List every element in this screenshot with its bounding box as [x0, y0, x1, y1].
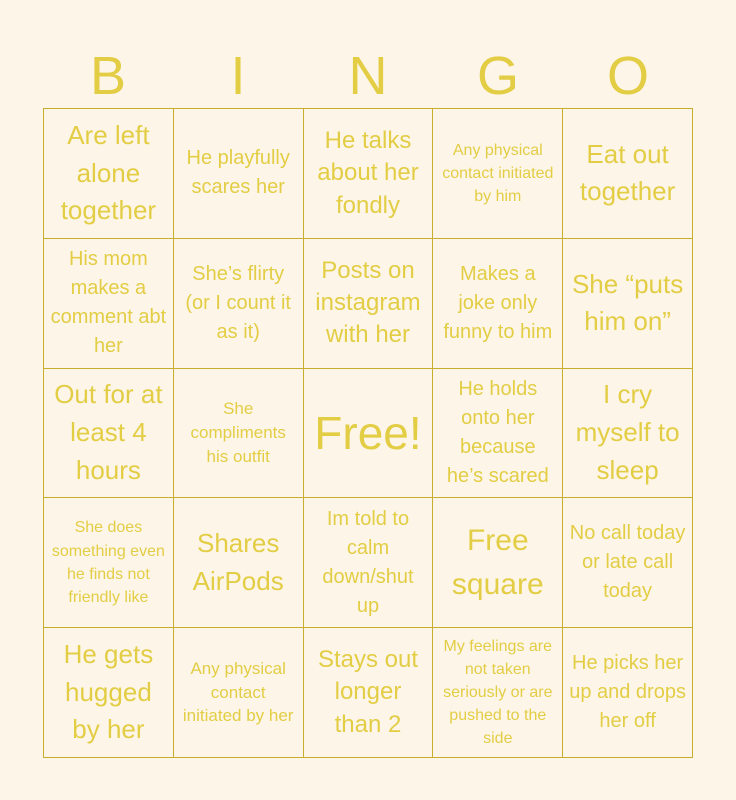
bingo-cell[interactable]: Makes a joke only funny to him	[433, 239, 563, 369]
bingo-cell[interactable]: He picks her up and drops her off	[563, 628, 693, 758]
bingo-cell[interactable]: Eat out together	[563, 109, 693, 239]
bingo-cell[interactable]: His mom makes a comment abt her	[44, 239, 174, 369]
header-letter-n: N	[348, 46, 388, 106]
bingo-board	[43, 108, 693, 758]
bingo-cell[interactable]: Out for at least 4 hours	[44, 369, 174, 499]
bingo-cell[interactable]: My feelings are not taken seriously or are pushed to the side	[433, 628, 563, 758]
bingo-cell[interactable]: He talks about her fondly	[304, 109, 434, 239]
free-cell[interactable]: Free!	[304, 369, 434, 499]
bingo-cell[interactable]: She does something even he finds not friendly like	[44, 498, 174, 628]
bingo-cell[interactable]: He holds onto her because he’s scared	[433, 369, 563, 499]
bingo-cell[interactable]: Im told to calm down/shut up	[304, 498, 434, 628]
bingo-cell[interactable]: I cry myself to sleep	[563, 369, 693, 499]
bingo-cell[interactable]: No call today or late call today	[563, 498, 693, 628]
bingo-cell[interactable]: Any physical contact initiated by her	[174, 628, 304, 758]
bingo-cell[interactable]: Are left alone together	[44, 109, 174, 239]
bingo-cell[interactable]: He gets hugged by her	[44, 628, 174, 758]
bingo-cell[interactable]: Shares AirPods	[174, 498, 304, 628]
header-letter-b: B	[89, 46, 127, 106]
bingo-cell[interactable]: She “puts him on”	[563, 239, 693, 369]
bingo-cell[interactable]: Posts on instagram with her	[304, 239, 434, 369]
bingo-cell[interactable]: She compliments his outfit	[174, 369, 304, 499]
bingo-cell[interactable]: Stays out longer than 2	[304, 628, 434, 758]
free-square-cell[interactable]: Free square	[433, 498, 563, 628]
bingo-cell[interactable]: She’s flirty (or I count it as it)	[174, 239, 304, 369]
header-letter-o: O	[606, 46, 649, 106]
header-letter-i: I	[230, 46, 246, 106]
bingo-header	[43, 44, 693, 108]
bingo-cell[interactable]: He playfully scares her	[174, 109, 304, 239]
header-letter-g: G	[476, 46, 519, 106]
bingo-cell[interactable]: Any physical contact initiated by him	[433, 109, 563, 239]
